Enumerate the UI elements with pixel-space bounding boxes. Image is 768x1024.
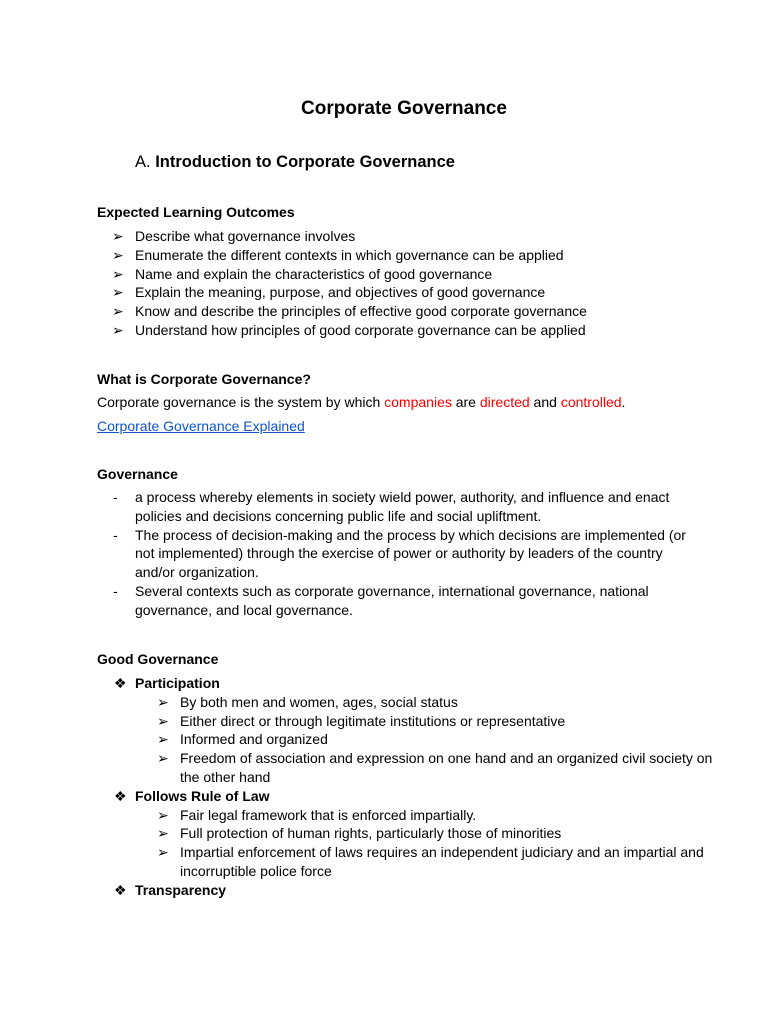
learning-outcomes-heading: Expected Learning Outcomes: [97, 204, 295, 220]
arrow-bullet-icon: ➢: [112, 303, 124, 320]
arrow-bullet-icon: ➢: [157, 712, 169, 729]
corporate-governance-explained-link[interactable]: Corporate Governance Explained: [97, 418, 305, 434]
list-item: ➢ Full protection of human rights, particularly those of minorities: [157, 825, 562, 842]
list-item: - Several contexts such as corporate governance, international governance, national governance, and local governance.: [113, 582, 649, 618]
document-title: Corporate Governance: [301, 98, 507, 119]
principle-transparency: ❖ Transparency: [114, 881, 227, 898]
arrow-bullet-icon: ➢: [157, 825, 169, 842]
dash-bullet-icon: -: [113, 526, 118, 543]
governance-heading: Governance: [97, 466, 178, 482]
principle-rule-of-law: ❖ Follows Rule of Law: [114, 787, 270, 804]
good-governance-heading: Good Governance: [97, 651, 219, 667]
arrow-bullet-icon: ➢: [112, 265, 124, 282]
arrow-bullet-icon: ➢: [157, 731, 169, 748]
arrow-bullet-icon: ➢: [157, 750, 169, 767]
arrow-bullet-icon: ➢: [157, 693, 169, 710]
section-heading-text: Introduction to Corporate Governance: [155, 153, 455, 171]
list-item: - a process whereby elements in society wield power, authority, and influence and enact policies and decisions concerning public life and social upliftment.: [113, 489, 670, 524]
arrow-bullet-icon: ➢: [112, 228, 124, 244]
list-item: ➢ Name and explain the characteristics of good governance: [112, 265, 493, 282]
list-item: ➢ Freedom of association and expression on one hand and an organized civil society on the other hand: [157, 750, 713, 785]
dash-bullet-icon: -: [113, 582, 118, 599]
section-heading: [135, 151, 455, 173]
list-item: ➢ Fair legal framework that is enforced impartially.: [157, 806, 477, 823]
highlight-controlled: controlled: [560, 394, 622, 410]
highlight-companies: companies: [384, 394, 452, 410]
arrow-bullet-icon: ➢: [112, 246, 124, 263]
arrow-bullet-icon: ➢: [157, 806, 169, 823]
list-item: ➢ By both men and women, ages, social status: [157, 693, 458, 710]
good-governance-principles: [97, 674, 717, 900]
dash-bullet-icon: -: [113, 489, 118, 505]
list-item: ➢ Either direct or through legitimate institutions or representative: [157, 712, 566, 729]
rule-of-law-points: [136, 806, 717, 881]
definition-sentence: Corporate governance is the system by which companies are directed and controlled.: [97, 394, 626, 410]
list-item: ➢ Informed and organized: [157, 731, 328, 748]
arrow-bullet-icon: ➢: [112, 321, 124, 338]
list-item: ➢ Explain the meaning, purpose, and objectives of good governance: [112, 284, 546, 301]
list-item: ➢ Impartial enforcement of laws requires an independent judiciary and an impartial and incorruptible police force: [157, 844, 704, 879]
list-item: ➢ Understand how principles of good corporate governance can be applied: [112, 321, 586, 338]
highlight-directed: directed: [479, 394, 530, 410]
explainer-link-wrap: [97, 417, 305, 436]
learning-outcomes-list: [97, 227, 697, 340]
list-item: - The process of decision-making and the process by which decisions are implemented (or not implemented) through the exercise of power or authority by leaders of the country and/or organization.: [113, 526, 686, 581]
list-item: ➢ Enumerate the different contexts in which governance can be applied: [112, 246, 564, 263]
arrow-bullet-icon: ➢: [112, 284, 124, 301]
what-is-heading: What is Corporate Governance?: [97, 371, 311, 387]
diamond-bullet-icon: ❖: [114, 787, 127, 804]
principle-participation: ❖ Participation: [114, 675, 220, 691]
diamond-bullet-icon: ❖: [114, 881, 127, 898]
list-item: ➢ Know and describe the principles of effective good corporate governance: [112, 303, 587, 320]
participation-points: [136, 693, 717, 787]
diamond-bullet-icon: ❖: [114, 675, 127, 691]
arrow-bullet-icon: ➢: [157, 844, 169, 861]
governance-list: [97, 488, 697, 620]
list-item: ➢ Describe what governance involves: [112, 228, 356, 244]
section-letter: A.: [135, 153, 151, 171]
